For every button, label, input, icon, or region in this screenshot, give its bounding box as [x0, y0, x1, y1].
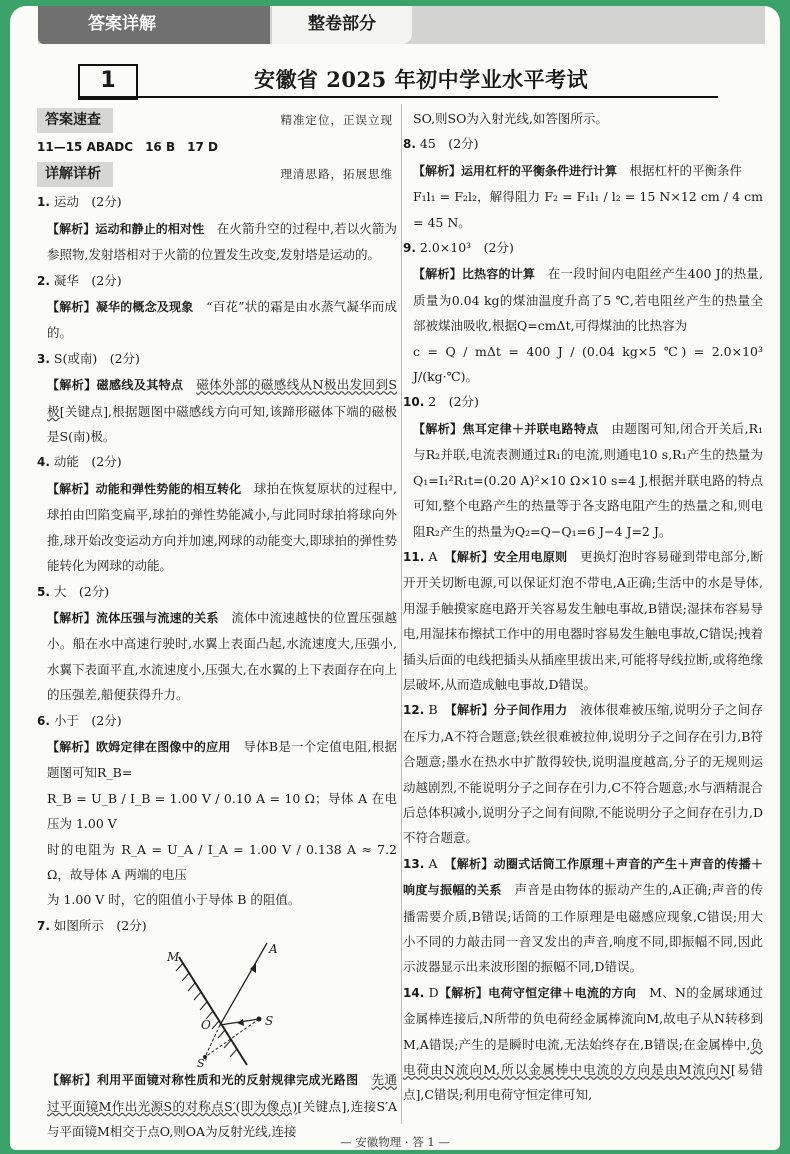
q2-analysis: 【解析】凝华的概念及现象 “百花”状的霜是由水蒸气凝华而成的。 — [47, 299, 397, 341]
q9-analysis: 【解析】比热容的计算 在一段时间内电阻丝产生400 J的热量,质量为0.04 kg的煤油温度升高了5 ℃,若电阻丝产生的热量全部被煤油吸收,根据Q=cmΔt,可得煤油的比热容为 — [413, 266, 763, 334]
incident-arrow — [237, 1019, 244, 1026]
q13: 13. A 【解析】动圈式话筒工作原理＋声音的产生＋声音的传播＋响度与振幅的关系 声音是由物体的振动产生的,A正确;声音的传播需要介质,B错误;话筒的工作原理是电磁感应现象,C错误;用大小不同的力敲击同一音叉发出的声音,响度不同,即振幅不同,因此示波器显示出来波形图的振幅不同,D错误。 — [403, 855, 763, 975]
q6-answer: 6. 小于 (2分) — [37, 712, 122, 728]
q8-analysis: 【解析】运用杠杆的平衡条件进行计算 根据杠杆的平衡条件 — [413, 162, 743, 178]
header-left-tab: 答案详解 — [38, 6, 270, 44]
paper-number: 1 — [78, 64, 138, 100]
q6-eq3: 为 1.00 V 时，它的阻值小于导体 B 的阻值。 — [47, 892, 301, 908]
symmetry-line — [205, 1019, 259, 1057]
q6-analysis: 【解析】欧姆定律在图像中的应用 导体B是一个定值电阻,根据题图可知R_B= — [47, 738, 397, 781]
q2-answer: 2. 凝华 (2分) — [37, 272, 122, 288]
detail-label: 详解详析 — [37, 162, 113, 187]
label-o: O — [201, 1018, 211, 1033]
q12: 12. B 【解析】分子间作用力 液体很难被压缩,说明分子之间存在斥力,A不符合题意;铁丝很难被拉伸,说明分子之间存在引力,B符合题意;墨水在热水中扩散得较快,说明温度越高,分子的无规则运动越剧烈,不能说明分子之间存在引力,C不符合题意;水与酒精混合后总体积减小,说明分子之间有间隙,不能说明分子之间存在引力,D不符合题意。 — [403, 702, 763, 846]
quick-label: 答案速查 — [37, 108, 113, 133]
q1-analysis: 【解析】运动和静止的相对性 在火箭升空的过程中,若以火箭为参照物,发射塔相对于火箭的位置发生改变,发射塔是运动的。 — [47, 220, 397, 263]
q7-answer: 7. 如图所示 (2分) — [37, 917, 147, 933]
quick-section-header — [37, 108, 397, 133]
title-rule — [78, 96, 718, 98]
q3-answer: 3. S(或南) (2分) — [37, 350, 140, 366]
q7-continued: SO,则SO为入射光线,如答图所示。 — [413, 111, 608, 126]
label-a: A — [269, 942, 278, 957]
left-column — [37, 106, 397, 1144]
q7-figure — [37, 939, 397, 1067]
q6-eq2: 时的电阻为 R_A = U_A / I_A = 1.00 V / 0.138 A ≈ 7.2 Ω，故导体 A 两端的电压 — [47, 841, 397, 882]
q9-equation: c = Q / mΔt = 400 J / (0.04 kg×5 ℃) = 2.0×10³ J/(kg·℃)。 — [413, 343, 763, 385]
q6-eq1: R_B = U_B / I_B = 1.00 V / 0.10 A = 10 Ω；导体 A 在电压为 1.00 V — [47, 790, 397, 832]
q10-answer: 10. 2 (2分) — [403, 394, 479, 410]
quick-answers: 11—15 ABADC 16 B 17 D — [37, 140, 218, 154]
q4-answer: 4. 动能 (2分) — [37, 454, 122, 470]
q8-equation: F₁l₁ = F₂l₂，解得阻力 F₂ = F₁l₁ / l₂ = 15 N×12 cm / 4 cm = 45 N。 — [413, 189, 763, 230]
q8-answer: 8. 45 (2分) — [403, 136, 479, 152]
label-s-prime: S′ — [197, 1057, 208, 1068]
q9-answer: 9. 2.0×10³ (2分) — [403, 240, 514, 256]
q5-analysis: 【解析】流体压强与流速的关系 流体中流速越快的位置压强越小。船在水中高速行驶时,水翼上表面凸起,水流速度大,压强小,水翼下表面平直,水流速度小,压强大,在水翼的上下表面存在向上的压强差,船便获得升力。 — [47, 609, 397, 703]
answer-page — [10, 6, 780, 1150]
header-right-tab: 整卷部分 — [272, 6, 412, 44]
label-m: M — [167, 950, 180, 965]
q3-analysis: 【解析】磁感线及其特点 磁体外部的磁感线从N极出发回到S极[关键点],根据题图中磁感线方向可知,该蹄形磁体下端的磁极是S(南)极。 — [47, 377, 397, 445]
q7-analysis: 【解析】利用平面镜对称性质和光的反射规律完成光路图 先通过平面镜M作出光源S的对称点S′(即为像点)[关键点],连接S′A与平面镜M相交于点O,则OA为反射光线,连接 — [47, 1072, 397, 1139]
column-divider — [401, 104, 402, 1124]
right-column — [403, 106, 763, 1108]
q5-answer: 5. 大 (2分) — [37, 583, 110, 599]
detail-motto: 理清思路，拓展思维 — [280, 167, 393, 182]
q1-answer: 1. 运动 (2分) — [37, 194, 122, 210]
page-footer: — 安徽物理 · 答 1 — — [340, 1135, 450, 1149]
reflected-ray — [220, 943, 267, 1025]
q11: 11. A 【解析】安全用电原则 更换灯泡时容易碰到带电部分,断开开关切断电源,可以保证灯泡不带电,A正确;生活中的水是导体,用湿手触摸家庭电路开关容易发生触电事故,B错误;湿抹布容易导电,用湿抹布擦拭工作中的用电器时容易发生触电事故,C错误;拽着插头后面的电线把插头从插座里拔出来,可能将导线拉断,或将绝缘层破坏,从而造成触电事故,D错误。 — [403, 548, 763, 692]
paper-title: 安徽省 2025 年初中学业水平考试 — [254, 67, 589, 92]
q14: 14. D【解析】电荷守恒定律＋电流的方向 M、N的金属球通过金属棒连接后,N所带的负电荷经金属棒流向M,故电子从N转移到M,A错误;产生的是瞬时电流,无法始终存在,B错误;在金属棒中,负电荷由N流向M,所以金属棒中电流的方向是由M流向N[易错点],C错误;利用电荷守恒定律可知, — [403, 984, 763, 1103]
q4-analysis: 【解析】动能和弹性势能的相互转化 球拍在恢复原状的过程中,球拍由凹陷变扁平,球拍的弹性势能减小,与此同时球拍将球向外推,球开始改变运动方向并加速,网球的动能变大,即球拍的弹性势能转化为网球的动能。 — [47, 480, 397, 574]
q10-analysis: 【解析】焦耳定律＋并联电路特点 由题图可知,闭合开关后,R₁与R₂并联,电流表测通过R₁的电流,则通电10 s,R₁产生的热量为Q₁=I₁²R₁t=(0.20 A)²×10 Ω×10 s=4 J,根据并联电路的特点可知,整个电路产生的热量等于各支路电阻产生的热量之和,则电阻R₂产生的热量为Q₂=Q−Q₁=6 J−4 J=2 J。 — [413, 420, 763, 539]
source-point — [257, 1017, 262, 1022]
quick-motto: 精准定位，正误立现 — [280, 112, 393, 127]
label-s: S — [265, 1014, 274, 1029]
ray-diagram — [37, 939, 397, 1067]
detail-section-header — [37, 162, 397, 187]
